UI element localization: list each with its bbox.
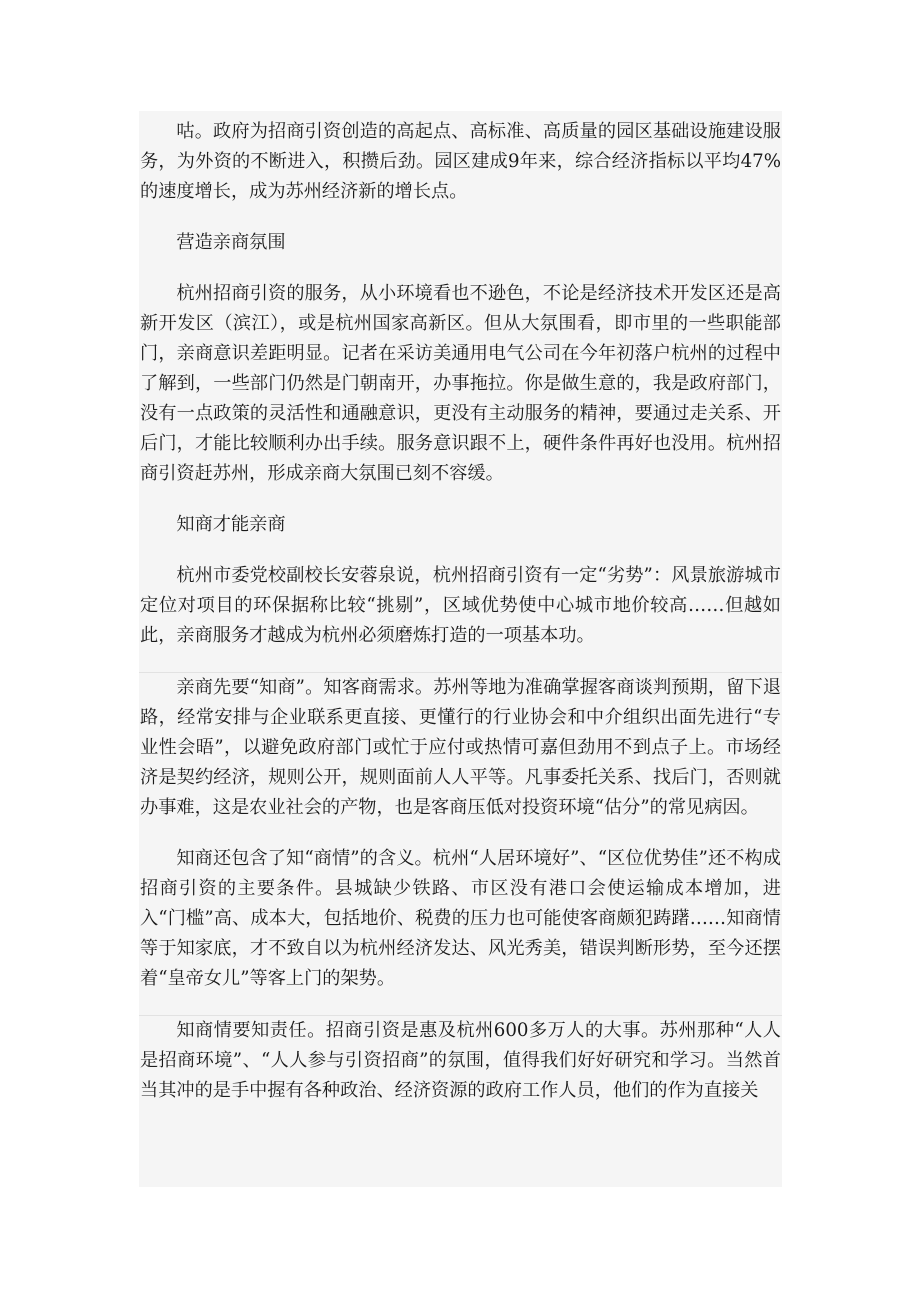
section-heading-1: 营造亲商氛围	[176, 232, 286, 253]
paragraph-5: 知商还包含了知“商情”的含义。杭州“人居环境好”、“区位优势佳”还不构成招商引资的主要条件。县城缺少铁路、市区没有港口会使运输成本增加，进入“门槛”高、成本大，包括地价、税费的压力也可能使客商颇犯踌躇……知商情等于知家底，才不致自以为杭州经济发达、风光秀美，错误判断形势，至今还摆着“皇帝女儿”等客上门的架势。	[140, 848, 781, 989]
paragraph-4: 亲商先要“知商”。知客商需求。苏州等地为准确掌握客商谈判预期，留下退路，经常安排与企业联系更直接、更懂行的行业协会和中介组织出面先进行“专业性会晤”，以避免政府部门或忙于应付或热情可嘉但劲用不到点子上。市场经济是契约经济，规则公开，规则面前人人平等。凡事委托关系、找后门，否则就办事难，这是农业社会的产物，也是客商压低对投资环境“估分”的常见病因。	[140, 677, 781, 818]
document-page	[139, 111, 782, 1187]
section-heading-2: 知商才能亲商	[176, 514, 286, 535]
paragraph-1: 咕。政府为招商引资创造的高起点、高标准、高质量的园区基础设施建设服务，为外资的不断进入，积攒后劲。园区建成9年来，综合经济指标以平均47%的速度增长，成为苏州经济新的增长点。	[140, 121, 781, 202]
paragraph-6: 知商情要知责任。招商引资是惠及杭州600多万人的大事。苏州那种“人人是招商环境”、“人人参与引资招商”的氛围，值得我们好好研究和学习。当然首当其冲的是手中握有各种政治、经济资源的政府工作人员，他们的作为直接关	[140, 1020, 781, 1101]
paragraph-2: 杭州招商引资的服务，从小环境看也不逊色，不论是经济技术开发区还是高新开发区（滨江），或是杭州国家高新区。但从大氛围看，即市里的一些职能部门，亲商意识差距明显。记者在采访美通用电气公司在今年初落户杭州的过程中了解到，一些部门仍然是门朝南开，办事拖拉。你是做生意的，我是政府部门，没有一点政策的灵活性和通融意识，更没有主动服务的精神，要通过走关系、开后门，才能比较顺利办出手续。服务意识跟不上，硬件条件再好也没用。杭州招商引资赶苏州，形成亲商大氛围已刻不容缓。	[140, 283, 781, 484]
paragraph-3: 杭州市委党校副校长安蓉泉说，杭州招商引资有一定“劣势”：风景旅游城市定位对项目的环保据称比较“挑剔”，区域优势使中心城市地价较高……但越如此，亲商服务才越成为杭州必须磨炼打造的一项基本功。	[140, 565, 781, 646]
